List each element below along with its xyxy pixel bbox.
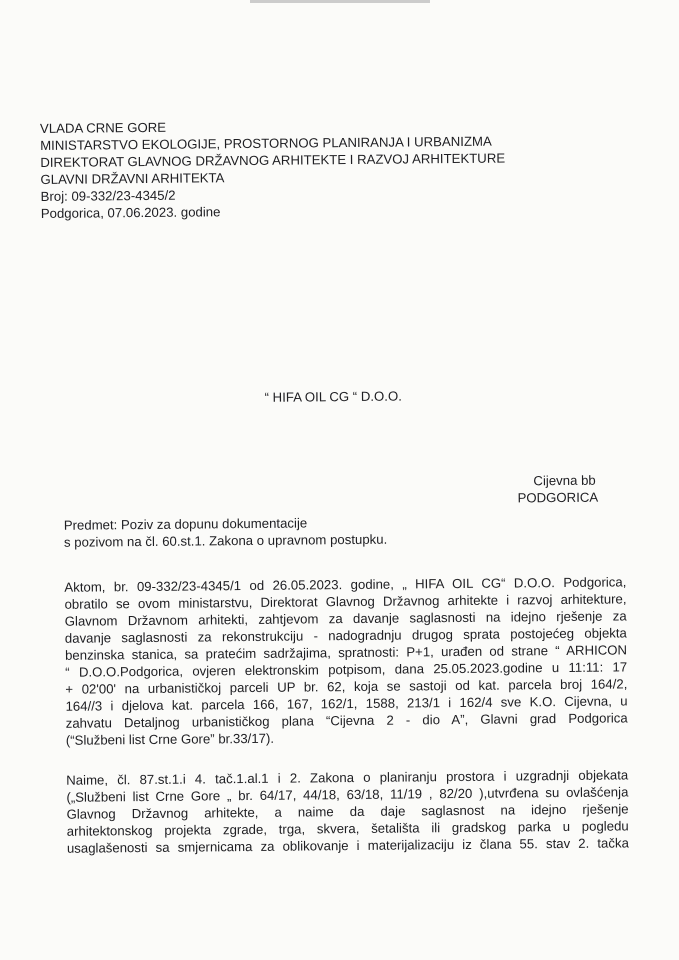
text-line: + 02'00' na urbanističkoj parceli UP br. 62, koja se sastoji od kat. parcela broj 164/2, bbox=[65, 676, 628, 697]
subject-line: s pozivom na čl. 60.st.1. Zakona o upravnom postupku. bbox=[63, 531, 388, 550]
text-line: “ D.O.O.Podgorica, ovjeren elektronskim potpisom, dana 25.05.2023.godine u 11:11: 17 bbox=[65, 659, 628, 680]
text-line: (“Službeni list Crne Gore” br.33/17). bbox=[65, 730, 275, 748]
government-name: VLADA CRNE GORE bbox=[39, 119, 167, 136]
text-line: obratilo se ovom ministarstvu, Direktorat Glavnog Državnog arhitekte i razvoj arhitekture, bbox=[64, 591, 627, 612]
reference-number: Broj: 09-332/23-4345/2 bbox=[40, 187, 176, 204]
recipient-city: PODGORICA bbox=[517, 489, 599, 506]
office-name: GLAVNI DRŽAVNI ARHITEKTA bbox=[40, 170, 225, 187]
directorate-name: DIREKTORAT GLAVNOG DRŽAVNOG ARHITEKTE I RAZVOJ ARHITEKTURE bbox=[40, 150, 506, 170]
text-line: 164//3 i djelova kat. parcela 166, 167, 162/1, 1588, 213/1 i 162/4 sve K.O. Cijevna, u bbox=[65, 693, 628, 714]
place-date: Podgorica, 07.06.2023. godine bbox=[40, 204, 221, 221]
text-line: benzinska stanica, sa pratećim sadržajima, spratnosti: P+1, urađen od strane “ ARHICON bbox=[64, 642, 628, 663]
text-line: davanje saglasnosti za rekonstrukciju - nadogradnju drugog sprata postojećeg objekta bbox=[64, 625, 627, 646]
subject-line: Predmet: Poziv za dopunu dokumentacije bbox=[63, 515, 308, 533]
text-line: Naime, čl. 87.st.1.i 4. tač.1.al.1 i 2. Zakona o planiranju prostora i uzgradnji objekata bbox=[66, 767, 629, 788]
text-line: Glavnom Državnom arhitekti, zahtjevom za davanje saglasnosti na idejno rješenje za bbox=[64, 608, 627, 629]
ministry-name: MINISTARSTVO EKOLOGIJE, PROSTORNOG PLANIRANJA I URBANIZMA bbox=[40, 133, 492, 153]
text-line: Aktom, br. 09-332/23-4345/1 od 26.05.2023. godine, „ HIFA OIL CG“ D.O.O. Podgorica, bbox=[64, 574, 627, 595]
text-line: zahvatu Detaljnog urbanističkog plana “Cijevna 2 - dio A”, Glavni grad Podgorica bbox=[65, 710, 628, 731]
text-line: arhitektonskog projekta zgrade, trga, skvera, šetališta ili gradskog parka u pogledu bbox=[66, 818, 629, 839]
recipient-street: Cijevna bb bbox=[533, 472, 596, 489]
text-line: („Službeni list Crne Gore „ br. 64/17, 44/18, 63/18, 11/19 , 82/20 ),utvrđena su ovlašćenja bbox=[66, 784, 629, 805]
text-line: usaglašenosti sa smjernicama za oblikovanje i materijalizaciju iz člana 55. stav 2. tačka bbox=[66, 835, 629, 856]
recipient-name: “ HIFA OIL CG “ D.O.O. bbox=[264, 388, 402, 405]
text-line: Glavnog Državnog arhitekte, a naime da daje saglasnost na idejno rješenje bbox=[66, 801, 629, 822]
